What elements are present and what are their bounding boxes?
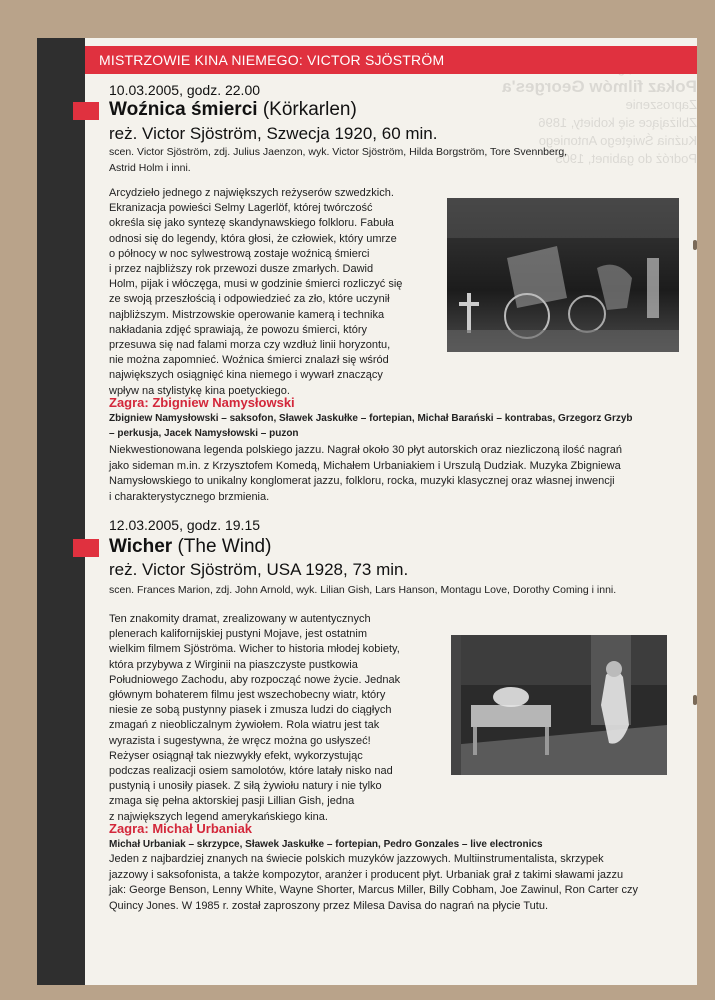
film-2-director-line: reż. Victor Sjöström, USA 1928, 73 min.: [109, 560, 409, 579]
film-1-zagra: Zagra: Zbigniew Namysłowski: [109, 395, 295, 410]
synopsis-line: zmagań z nieobliczalnym żywiołem. Rola wiatru jest tak: [109, 719, 380, 732]
film-2-synopsis: [109, 612, 449, 825]
synopsis-line: Ten znakomity dramat, zrealizowany w autentycznych: [109, 613, 371, 625]
film-2-players: [109, 837, 689, 852]
film-1-music-description: [109, 443, 689, 505]
film-2-date: 12.03.2005, godz. 19.15: [109, 517, 261, 533]
synopsis-line: nie można zapomnieć. Woźnica śmierci znalazł się wśród: [109, 354, 389, 367]
synopsis-line: wyrazista i sugestywna, że wręcz można go usłyszeć!: [109, 734, 371, 747]
synopsis-line: Ekranizacja powieści Selmy Lagerlöf, której twórczość: [109, 202, 373, 215]
synopsis-line: podczas realizacji osiem samolotów, które latały nisko nad: [109, 765, 393, 778]
synopsis-line: głównym bohaterem filmu jest wszechobecny wiatr, który: [109, 689, 386, 702]
players-line: Zbigniew Namysłowski – saksofon, Sławek Jaskułke – fortepian, Michał Barański – kontrabas, Grzegorz Grzyb: [109, 413, 633, 424]
synopsis-line: Arcydzieło jednego z największych reżyserów szwedzkich.: [109, 187, 394, 199]
synopsis-line: największych osiągnięć kina niemego i wywarł znaczący: [109, 369, 383, 382]
description-line: jazzowy i saksofonista, a także kompozytor, aranżer i producent płyt. Urbaniak grał z takimi sławami jazzu: [109, 868, 624, 881]
synopsis-line: nakładania zdjęć sprawiają, że powozu śmierci, który: [109, 323, 368, 336]
film-1-original-title: (Körkarlen): [262, 99, 357, 120]
cabin-scene-image: [451, 635, 667, 775]
description-line: jako sideman m.in. z Krzysztofem Komedą, Michałem Urbaniakiem i Urszulą Dudziak. Muzyka Zbigniewa: [109, 459, 621, 472]
film-2-original-title: (The Wind): [177, 536, 272, 557]
synopsis-line: o północy w noc sylwestrową zostaje woźnicą śmierci: [109, 247, 370, 260]
description-line: jak: George Benson, Lenny White, Wayne Shorter, Marcus Miller, Billy Cobham, Joe Zawinul, Ron Carter czy: [109, 884, 639, 896]
description-line: Niekwestionowana legenda polskiego jazzu. Nagrał około 30 płyt autorskich oraz niezliczoną ilość nagrań: [109, 444, 623, 456]
synopsis-line: Reżyser osiągnął tak niezwykły efekt, wykorzystując: [109, 749, 363, 762]
show-through-text: Pokaz filmów Georges'a Zaproszenie Zbliżające się kobiety, 1896 Kuźnia Świętego Antoniego Podróż do gabinet, 1905: [502, 77, 697, 166]
credits-line: Astrid Holm i inni.: [109, 162, 191, 174]
film-2-title-line: [109, 536, 271, 558]
film-2-marker: [73, 539, 99, 557]
film-2-music-description: [109, 852, 689, 914]
film-1-date: 10.03.2005, godz. 22.00: [109, 82, 261, 98]
film-2-still-photo: [451, 635, 667, 775]
players-line: – perkusja, Jacek Namysłowski – puzon: [109, 428, 299, 439]
film-1-title-line: [109, 99, 357, 121]
program-page: [37, 38, 697, 985]
film-2-title: Wicher: [109, 536, 173, 557]
synopsis-line: najbliższym. Mistrzowskie operowanie kamerą i technika: [109, 308, 385, 321]
staple-hole: [693, 240, 697, 250]
synopsis-line: ze swoją przeszłością i odpowiedzieć za zło, które uczynił: [109, 293, 390, 306]
description-line: i charakterystycznego brzmienia.: [109, 490, 270, 503]
credits-line: scen. Victor Sjöström, zdj. Julius Jaenzon, wyk. Victor Sjöström, Hilda Borgström, Tore Svennberg,: [109, 146, 568, 158]
film-2-credits: [109, 582, 689, 598]
synopsis-line: zmaga się pełna aktorskiej pasji Lillian Gish, jedna: [109, 795, 355, 808]
synopsis-line: wielkim filmem Sjöströma. Wicher to historia młodej kobiety,: [109, 643, 400, 656]
synopsis-line: i przez najbliższy rok przewozi dusze zmarłych. Dawid: [109, 263, 374, 276]
description-line: Quincy Jones. W 1985 r. został zaproszony przez Milesa Davisa do nagrań na płycie Tutu.: [109, 899, 548, 912]
description-line: Namysłowskiego to unikalny konglomerat jazzu, folkloru, rocka, muzyki klasycznej oraz własnej inwencji: [109, 475, 615, 487]
synopsis-line: odnosi się do legendy, która głosi, że człowiek, który umrze: [109, 232, 397, 245]
film-2-zagra: Zagra: Michał Urbaniak: [109, 821, 253, 836]
film-1-marker: [73, 102, 99, 120]
synopsis-line: która przybywa z Wirginii na piaszczyste pustkowia: [109, 658, 358, 671]
film-1-title: Woźnica śmierci: [109, 99, 258, 120]
synopsis-line: Południowego Zachodu, aby rozpocząć nowe życie. Jednak: [109, 673, 401, 686]
synopsis-line: przesuwa się nad falami morza czy wzdłuż linii horyzontu,: [109, 339, 391, 352]
players-line: Michał Urbaniak – skrzypce, Sławek Jaskułke – fortepian, Pedro Gonzales – live electronics: [109, 839, 543, 850]
synopsis-line: określa się jako syntezę skandynawskiego folkloru. Fabuła: [109, 217, 394, 230]
black-spine-stripe: [37, 38, 85, 985]
synopsis-line: Holm, pijak i włóczęga, musi w godzinie śmierci rozliczyć się: [109, 278, 403, 291]
synopsis-line: niesie ze sobą pustynny piasek i zmusza ludzi do ciągłych: [109, 704, 392, 717]
synopsis-line: plenerach kalifornijskiej pustyni Mojave, jest ostatnim: [109, 628, 368, 641]
film-1-credits: [109, 144, 689, 176]
synopsis-line: pustynią i unosiły piasek. Z siłą żywiołu natury i nie tylko: [109, 780, 382, 793]
film-1-players: [109, 411, 689, 441]
film-1-still-photo: [447, 198, 679, 352]
film-1-director-line: reż. Victor Sjöström, Szwecja 1920, 60 min.: [109, 124, 438, 143]
section-header: MISTRZOWIE KINA NIEMEGO: VICTOR SJÖSTRÖM: [85, 46, 697, 74]
synopsis-line: wpływ na stylistykę kina poetyckiego.: [109, 384, 290, 397]
synopsis-line: z największych legend amerykańskiego kina.: [109, 810, 328, 823]
credits-line: scen. Frances Marion, zdj. John Arnold, wyk. Lilian Gish, Lars Hanson, Montagu Love, Dorothy Coming i inni.: [109, 584, 617, 596]
staple-hole: [693, 695, 697, 705]
film-1-synopsis: [109, 186, 439, 399]
carriage-scene-image: [447, 198, 679, 352]
description-line: Jeden z najbardziej znanych na świecie polskich muzyków jazzowych. Multiinstrumentalista, skrzypek: [109, 853, 604, 865]
